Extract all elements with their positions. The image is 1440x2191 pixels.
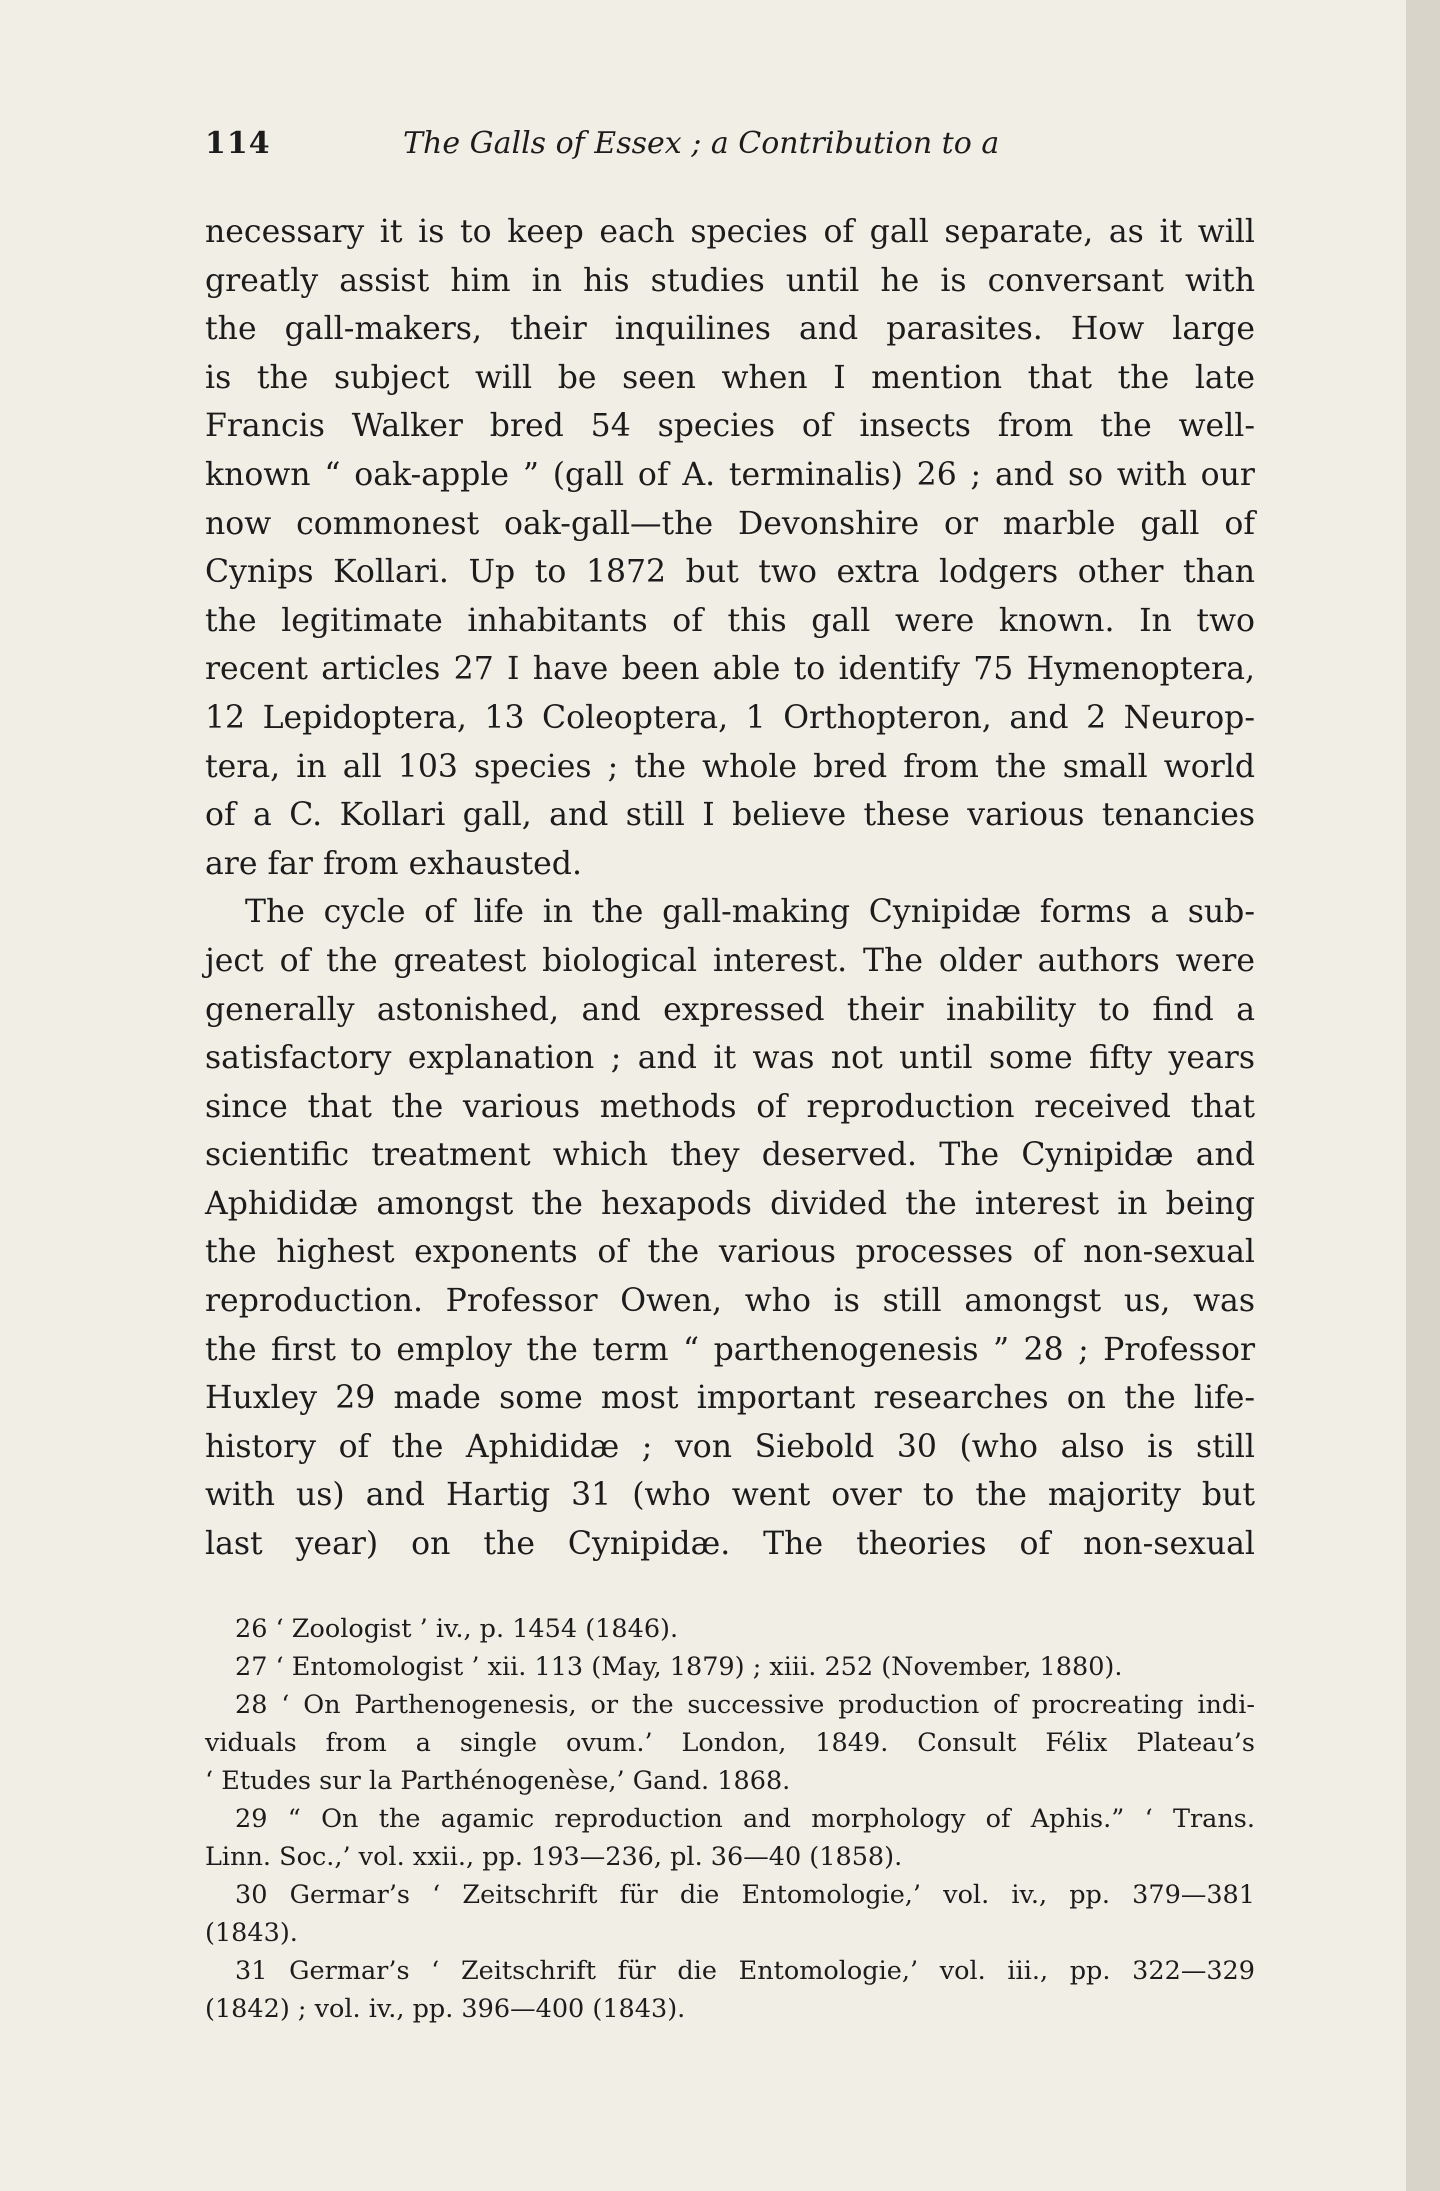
footnote-line: 30 Germar’s ‘ Zeitschrift für die Entomologie,’ vol. iv., pp. 379—381 <box>235 1880 1255 1910</box>
body-line: tera, in all 103 species ; the whole bred from the small world <box>205 748 1255 785</box>
body-line: with us) and Hartig 31 (who went over to the majority but <box>205 1477 1255 1514</box>
body-line: ject of the greatest biological interest. The older authors were <box>205 942 1255 979</box>
body-line: the first to employ the term “ parthenogenesis ” 28 ; Professor <box>205 1331 1255 1368</box>
body-line: recent articles 27 I have been able to identify 75 Hymenoptera, <box>205 651 1255 688</box>
body-line: since that the various methods of reproduction received that <box>205 1088 1255 1125</box>
body-line: are far from exhausted. <box>205 845 582 882</box>
body-line: the legitimate inhabitants of this gall were known. In two <box>205 602 1255 639</box>
footnote-line: 29 “ On the agamic reproduction and morphology of Aphis.” ‘ Trans. <box>235 1804 1255 1834</box>
body-line: Francis Walker bred 54 species of insects from the well- <box>205 408 1255 445</box>
footnote-line: (1842) ; vol. iv., pp. 396—400 (1843). <box>205 1994 686 2024</box>
footnote-line: (1843). <box>205 1918 298 1948</box>
page-number: 114 <box>205 126 271 161</box>
body-line: Cynips Kollari. Up to 1872 but two extra lodgers other than <box>205 554 1255 591</box>
footnote-line: 31 Germar’s ‘ Zeitschrift für die Entomologie,’ vol. iii., pp. 322—329 <box>235 1956 1255 1986</box>
footnote-line: ‘ Etudes sur la Parthénogenèse,’ Gand. 1868. <box>205 1766 791 1796</box>
body-line: 12 Lepidoptera, 13 Coleoptera, 1 Orthopteron, and 2 Neurop- <box>205 699 1255 736</box>
body-line: reproduction. Professor Owen, who is still amongst us, was <box>205 1283 1255 1320</box>
body-line: known “ oak-apple ” (gall of A. terminalis) 26 ; and so with our <box>205 456 1255 493</box>
footnote-line: 27 ‘ Entomologist ’ xii. 113 (May, 1879) ; xiii. 252 (November, 1880). <box>235 1652 1123 1682</box>
body-line: greatly assist him in his studies until he is conversant with <box>205 262 1255 299</box>
body-line: The cycle of life in the gall-making Cynipidæ forms a sub- <box>245 894 1255 931</box>
body-line: Aphididæ amongst the hexapods divided the interest in being <box>205 1185 1255 1222</box>
body-line: history of the Aphididæ ; von Siebold 30 (who also is still <box>205 1428 1255 1465</box>
body-line: last year) on the Cynipidæ. The theories of non-sexual <box>205 1526 1255 1563</box>
body-line: necessary it is to keep each species of gall separate, as it will <box>205 214 1255 250</box>
body-text <box>205 208 1255 1569</box>
footnote-line: 28 ‘ On Parthenogenesis, or the successive production of procreating indi- <box>235 1690 1255 1720</box>
body-line: scientific treatment which they deserved. The Cynipidæ and <box>205 1137 1255 1174</box>
body-line: now commonest oak-gall—the Devonshire or marble gall of <box>205 505 1255 542</box>
running-head <box>205 126 1255 166</box>
footnote-line: 26 ‘ Zoologist ’ iv., p. 1454 (1846). <box>235 1614 679 1644</box>
page-edge-shadow <box>1406 0 1440 2191</box>
footnotes <box>205 1610 1255 2028</box>
body-line: satisfactory explanation ; and it was not until some fifty years <box>205 1040 1255 1077</box>
body-line: is the subject will be seen when I mention that the late <box>205 359 1255 396</box>
footnote-line: Linn. Soc.,’ vol. xxii., pp. 193—236, pl. 36—40 (1858). <box>205 1842 903 1872</box>
body-line: Huxley 29 made some most important researches on the life- <box>205 1380 1255 1417</box>
body-line: generally astonished, and expressed their inability to find a <box>205 991 1255 1028</box>
body-line: the highest exponents of the various processes of non-sexual <box>205 1234 1255 1271</box>
body-line: the gall-makers, their inquilines and parasites. How large <box>205 311 1255 348</box>
running-title: The Galls of Essex ; a Contribution to a <box>403 126 1000 161</box>
body-line: of a C. Kollari gall, and still I believe these various tenancies <box>205 797 1255 834</box>
footnote-line: viduals from a single ovum.’ London, 1849. Consult Félix Plateau’s <box>205 1728 1255 1758</box>
